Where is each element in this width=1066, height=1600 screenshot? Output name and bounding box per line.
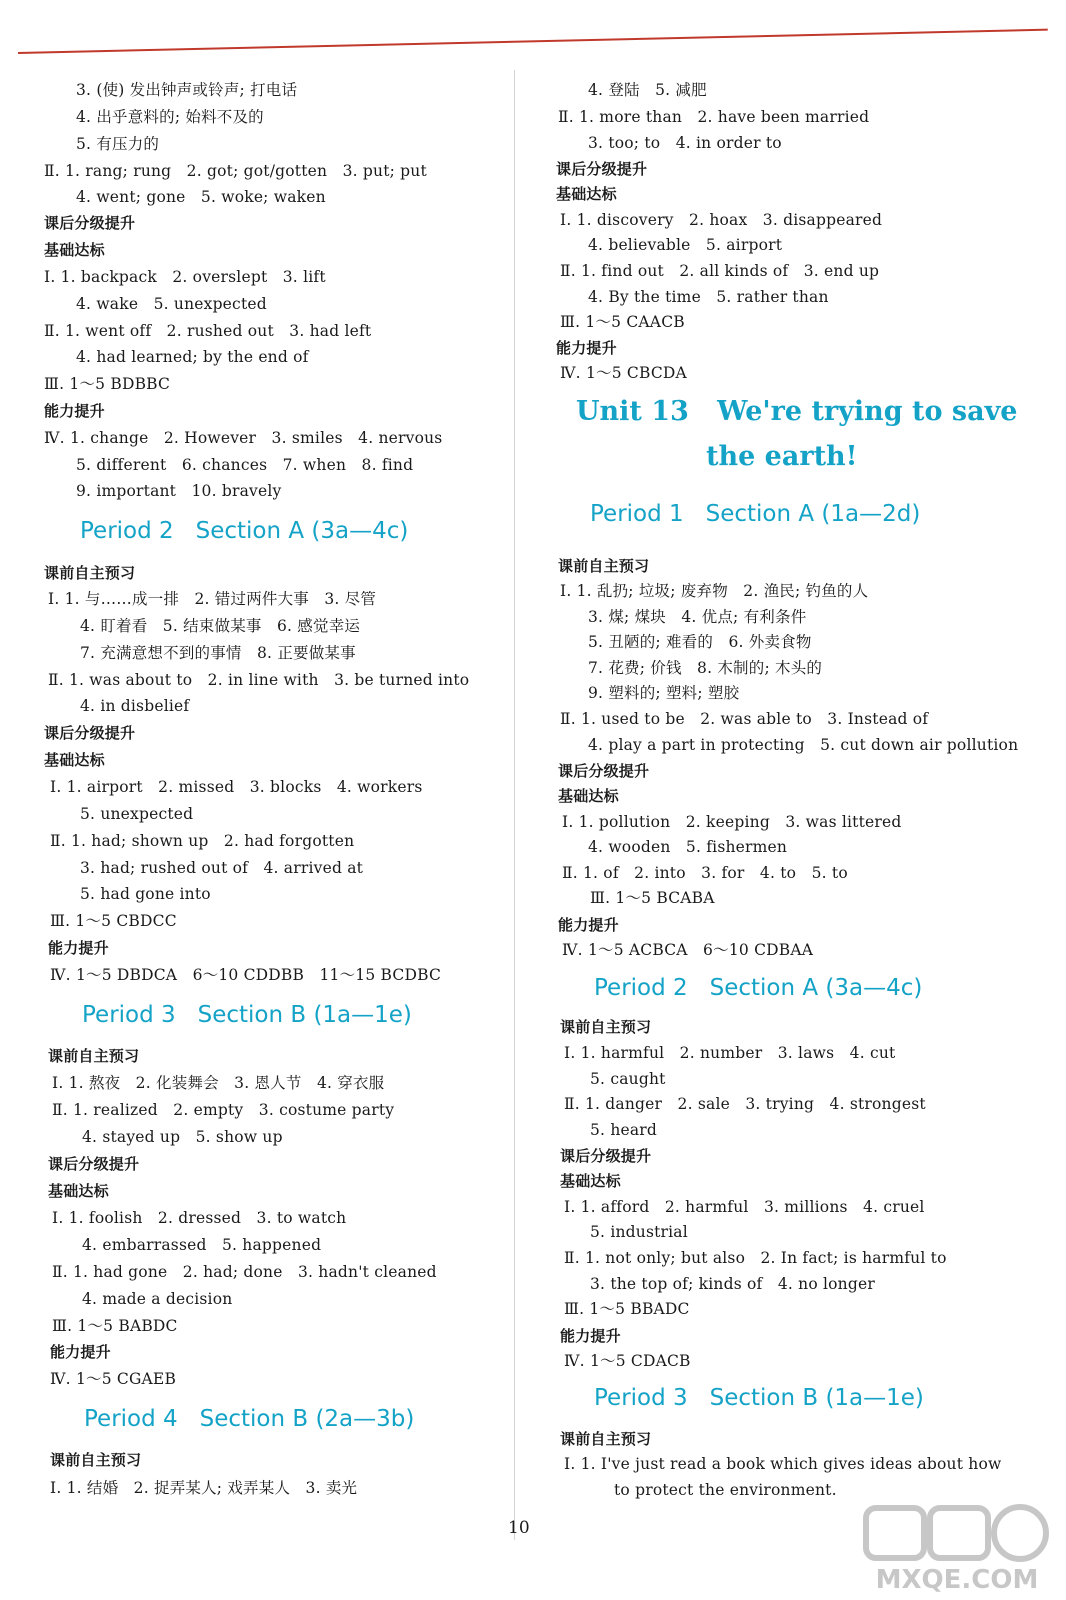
answer-line: 3. had; rushed out of 4. arrived at	[80, 859, 364, 877]
section-heading: 能力提升	[50, 1343, 111, 1361]
section-heading: 基础达标	[48, 1182, 109, 1200]
section-heading: 基础达标	[556, 185, 617, 203]
answer-line: Ⅱ. 1. of 2. into 3. for 4. to 5. to	[562, 864, 848, 882]
answer-line: Ⅱ. 1. rang; rung 2. got; got/gotten 3. put; put	[44, 162, 427, 180]
answer-line: 4. wake 5. unexpected	[76, 295, 267, 313]
answer-line: Ⅲ. 1～5 BDBBC	[44, 375, 171, 393]
answer-line: Ⅱ. 1. went off 2. rushed out 3. had left	[44, 322, 372, 340]
answer-line: 3. too; to 4. in order to	[588, 134, 782, 152]
period-title: Period 2 Section A (3a—4c)	[594, 975, 923, 1001]
section-heading: 基础达标	[44, 751, 105, 769]
answer-line: 3. the top of; kinds of 4. no longer	[590, 1275, 875, 1293]
answer-line: 5. industrial	[590, 1223, 688, 1241]
answer-line: 4. made a decision	[82, 1290, 233, 1308]
answer-line: 5. caught	[590, 1070, 666, 1088]
watermark-text: MXQE.COM	[875, 1565, 1039, 1595]
answer-line: 9. important 10. bravely	[76, 482, 282, 500]
answer-line: Ⅱ. 1. had; shown up 2. had forgotten	[50, 832, 355, 850]
answer-line: 5. different 6. chances 7. when 8. find	[76, 456, 414, 474]
section-heading: 基础达标	[44, 241, 105, 259]
answer-line: 9. 塑料的; 塑料; 塑胶	[588, 684, 740, 702]
header-rule	[18, 29, 1048, 54]
period-title: Period 1 Section A (1a—2d)	[590, 501, 921, 527]
answer-line: 4. play a part in protecting 5. cut down air pollution	[588, 736, 1019, 754]
answer-line: Ⅱ. 1. had gone 2. had; done 3. hadn't cleaned	[52, 1263, 437, 1281]
answer-line: 7. 花费; 价钱 8. 木制的; 木头的	[588, 659, 823, 677]
section-heading: 课后分级提升	[556, 160, 648, 178]
answer-line: 4. stayed up 5. show up	[82, 1128, 283, 1146]
answer-line: Ⅰ. 1. 与……成一排 2. 错过两件大事 3. 尽管	[48, 590, 377, 608]
unit-title: the earth!	[706, 441, 858, 472]
answer-line: 5. 有压力的	[76, 135, 160, 153]
answer-line: Ⅰ. 1. discovery 2. hoax 3. disappeared	[560, 211, 883, 229]
section-heading: 基础达标	[560, 1172, 621, 1190]
answer-line: 4. 盯着看 5. 结束做某事 6. 感觉幸运	[80, 617, 361, 635]
section-heading: 能力提升	[558, 916, 619, 934]
section-heading: 能力提升	[48, 939, 109, 957]
answer-line: Ⅰ. 1. airport 2. missed 3. blocks 4. workers	[50, 778, 423, 796]
answer-line: Ⅰ. 1. 熬夜 2. 化装舞会 3. 恩人节 4. 穿衣服	[52, 1074, 385, 1092]
answer-line: Ⅰ. 1. 结婚 2. 捉弄某人; 戏弄某人 3. 卖光	[50, 1479, 358, 1497]
section-heading: 课前自主预习	[560, 1430, 652, 1448]
answer-line: 4. 登陆 5. 减肥	[588, 81, 707, 99]
answer-line: Ⅲ. 1～5 BABDC	[52, 1317, 178, 1335]
answer-line: Ⅳ. 1～5 CGAEB	[50, 1370, 177, 1388]
answer-line: 4. 出乎意料的; 始料不及的	[76, 108, 264, 126]
answer-line: 5. unexpected	[80, 805, 194, 823]
section-heading: 基础达标	[558, 787, 619, 805]
answer-line: 4. went; gone 5. woke; waken	[76, 188, 326, 206]
section-heading: 课后分级提升	[560, 1147, 652, 1165]
answer-line: 4. in disbelief	[80, 697, 190, 715]
answer-line: Ⅱ. 1. more than 2. have been married	[558, 108, 870, 126]
answer-line: 5. 丑陋的; 难看的 6. 外卖食物	[588, 633, 812, 651]
section-heading: 课后分级提升	[558, 762, 650, 780]
answer-line: Ⅳ. 1～5 ACBCA 6～10 CDBAA	[562, 941, 814, 959]
answer-line: Ⅲ. 1～5 CAACB	[560, 313, 685, 331]
section-heading: 课后分级提升	[48, 1155, 140, 1173]
answer-line: Ⅱ. 1. was about to 2. in line with 3. be turned into	[48, 671, 470, 689]
watermark-logo	[862, 1500, 1052, 1595]
answer-line: 7. 充满意想不到的事情 8. 正要做某事	[80, 644, 356, 662]
answer-line: Ⅰ. 1. pollution 2. keeping 3. was littered	[562, 813, 902, 831]
page-number: 10	[508, 1518, 530, 1538]
answer-line: Ⅲ. 1～5 BCABA	[590, 889, 715, 907]
answer-line: Ⅱ. 1. not only; but also 2. In fact; is harmful to	[564, 1249, 947, 1267]
answer-line: Ⅳ. 1～5 CBCDA	[560, 364, 687, 382]
answer-line: 4. By the time 5. rather than	[588, 288, 829, 306]
answer-line: Ⅲ. 1～5 CBDCC	[50, 912, 177, 930]
section-heading: 能力提升	[560, 1327, 621, 1345]
answer-line: 4. believable 5. airport	[588, 236, 783, 254]
section-heading: 课前自主预习	[560, 1018, 652, 1036]
answer-line: Ⅱ. 1. realized 2. empty 3. costume party	[52, 1101, 395, 1119]
answer-line: Ⅳ. 1～5 CDACB	[564, 1352, 691, 1370]
answer-line: 3. (使) 发出钟声或铃声; 打电话	[76, 81, 298, 99]
answer-line: 4. embarrassed 5. happened	[82, 1236, 322, 1254]
section-heading: 课前自主预习	[44, 564, 136, 582]
answer-line: to protect the environment.	[614, 1481, 837, 1499]
period-title: Period 4 Section B (2a—3b)	[84, 1406, 415, 1432]
answer-line: Ⅱ. 1. find out 2. all kinds of 3. end up	[560, 262, 880, 280]
answer-line: Ⅰ. 1. 乱扔; 垃圾; 废弃物 2. 渔民; 钓鱼的人	[560, 582, 869, 600]
section-heading: 课后分级提升	[44, 724, 136, 742]
answer-line: Ⅰ. 1. afford 2. harmful 3. millions 4. cruel	[564, 1198, 925, 1216]
answer-line: Ⅳ. 1～5 DBDCA 6～10 CDDBB 11～15 BCDBC	[50, 966, 442, 984]
period-title: Period 3 Section B (1a—1e)	[594, 1385, 924, 1411]
answer-line: Ⅱ. 1. danger 2. sale 3. trying 4. strongest	[564, 1095, 926, 1113]
period-title: Period 2 Section A (3a—4c)	[80, 518, 409, 544]
answer-line: Ⅰ. 1. I've just read a book which gives ideas about how	[564, 1455, 1002, 1473]
answer-line: 3. 煤; 煤块 4. 优点; 有利条件	[588, 608, 807, 626]
section-heading: 课前自主预习	[50, 1451, 142, 1469]
column-divider	[514, 70, 515, 1540]
answer-line: 4. had learned; by the end of	[76, 348, 309, 366]
answer-line: Ⅰ. 1. harmful 2. number 3. laws 4. cut	[564, 1044, 896, 1062]
section-heading: 课前自主预习	[558, 557, 650, 575]
unit-title: Unit 13 We're trying to save	[576, 396, 1018, 427]
answer-line: Ⅰ. 1. foolish 2. dressed 3. to watch	[52, 1209, 347, 1227]
answer-line: 5. had gone into	[80, 885, 211, 903]
section-heading: 能力提升	[44, 402, 105, 420]
answer-line: 5. heard	[590, 1121, 658, 1139]
answer-line: Ⅰ. 1. backpack 2. overslept 3. lift	[44, 268, 326, 286]
answer-line: 4. wooden 5. fishermen	[588, 838, 788, 856]
answer-line: Ⅱ. 1. used to be 2. was able to 3. Instead of	[560, 710, 929, 728]
section-heading: 课前自主预习	[48, 1047, 140, 1065]
answer-line: Ⅲ. 1～5 BBADC	[564, 1300, 690, 1318]
section-heading: 课后分级提升	[44, 214, 136, 232]
section-heading: 能力提升	[556, 339, 617, 357]
answer-line: Ⅳ. 1. change 2. However 3. smiles 4. nervous	[44, 429, 443, 447]
period-title: Period 3 Section B (1a—1e)	[82, 1002, 412, 1028]
